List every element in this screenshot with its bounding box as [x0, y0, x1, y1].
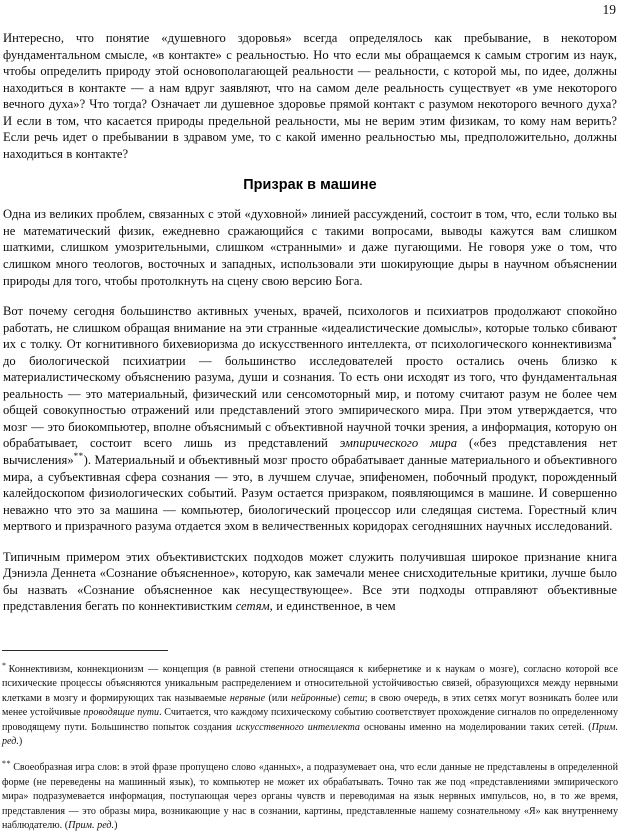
footnote-marker: ** [2, 759, 12, 769]
italic-text: искусственного интеллекта [235, 721, 360, 733]
paragraph-2: Одна из великих проблем, связанных с этой «духовной» линией рассуждений, состоит в том, что, если только вы не математический физик, ежедневно сражающийся с такими вопросами, выводы кажутся вам слишком шаткими, слишком умозрительными, слишком «странными» и даже пугающими. Не говоря уже о том, что слишком много теологов, восточных и западных, использовали эти шокирующие дыры в научном объяснении природы для того, чтобы протолкнуть на сцену свою версию Бога. [3, 207, 617, 288]
section-heading: Призрак в машине [243, 177, 377, 194]
italic-text: Прим. ред. [2, 721, 618, 748]
footnote-1: * Коннективизм, коннекционизм — концепция (в равной степени относящаяся к кибернетике и к наукам о мозге), согласно которой все психические процессы объясняются уникальным распределением и относительной устойчивостью связей, образующихся между нервными клетками в мозгу и формирующих так называемые нервные (или нейронные) сети; в свою очередь, в этих сетях могут возникать более или менее устойчивые проводящие пути. Считается, что каждому психическому событию соответствует прохождение сигналов по определенному проводящему пути. Большинство попыток создания искусственного интеллекта основаны именно на моделировании таких сетей. (Прим. ред.) [2, 660, 619, 748]
page-body [3, 30, 617, 615]
footnote-reference[interactable]: * [612, 335, 617, 346]
italic-text: нервные [229, 692, 266, 704]
italic-text: нейронные [291, 692, 337, 704]
italic-text: сетям [235, 599, 270, 614]
page-number: 19 [602, 2, 616, 17]
italic-text: эмпирического мира [339, 436, 458, 451]
paragraph-3: Вот почему сегодня большинство активных ученых, врачей, психологов и психиатров продолжают спокойно работать, не слишком обращая внимание на эти странные «идеалистические домыслы», которые только сбивают их с толку. От когнитивного бихевиоризма до искусственного интеллекта, от психологического коннективизма* до биологической психиатрии — большинство исследователей просто остались очень близко к материалистическому объяснению разума, души и сознания. То есть они исходят из того, что фундаментальная реальность — это материальный, физический или сенсомоторный мир, и потому считают разум не более чем общей совокупностью отражений или представлений этого эмпирического мира. При этом утверждается, что мозг — это биокомпьютер, вполне объяснимый с объективной научной точки зрения, а информация, которую он обрабатывает, состоит всего лишь из представлений эмпирического мира («без представления нет вычисления»**). Материальный и объективный мозг просто обрабатывает данные материального и объективного мира, а субъективная сфера сознания — это, в лучшем случае, эпифеномен, побочный продукт, порожденный калейдоскопом физиологических событий. Разум остается призраком, появляющимся в машине. И совершенно неважно что это за машина — компьютер, биологический процессор или следящая система. Горестный клич мертвого и призрачного разума отдается эхом в величественных коридорах сегодняшних научных исследований. [3, 304, 617, 534]
footnote-separator [2, 650, 168, 651]
italic-text: сети [343, 692, 365, 704]
footnote-2: ** Своеобразная игра слов: в этой фразе пропущено слово «данных», а подразумевает она, что если данные не представлены в определенной форме (не переведены на машинный язык), то компьютер не может их обрабатывать. Точно так же под «представлениями эмпирического мира» подразумевается информация, поступающая через органы чувств и переводимая на язык нервных импульсов, но, в то же время, представления — это образы мира, возникающие у нас в сознании, картины, представленные нашему сознательному «Я» как внутреннему наблюдателю. (Прим. ред.) [2, 759, 618, 832]
italic-text: проводящие пути [83, 707, 160, 719]
footnote-marker: * [2, 660, 7, 670]
paragraph-1: Интересно, что понятие «душевного здоровья» всегда определялось как пребывание, в некотором фундаментальном смысле, «в контакте» с реальностью. Но что если мы обращаемся к самым строгим из наук, чтобы определить природу этой основополагающей реальности — реальности, с которой мы, по идее, должны находиться в контакте — а нам вдруг заявляют, что на самом деле реальность существует «в уме некоторого вечного духа»? Что тогда? Означает ли душевное здоровье прямой контакт с разумом некоторого вечного духа? И если в том, что касается природы предельной реальности, мы не верим этим физикам, то кому нам верить? Если речь идет о пребывании в здравом уме, то с какой именно реальностью мы, предположительно, должны находиться в контакте? [3, 31, 617, 161]
paragraph-4: Типичным примером этих объективистских подходов может служить получившая широкое признание книга Дэниэла Деннета «Сознание объясненное», которую, как замечали менее снисходительные критики, лучше было бы назвать «Сознание объясненное как несуществующее». Все эти подходы отправляют объективные представления бегать по коннективистким сетям, и единственное, в чем [3, 549, 617, 614]
footnote-area [2, 650, 618, 833]
footnote-reference[interactable]: ** [73, 450, 84, 461]
italic-text: Прим. ред. [68, 820, 115, 832]
